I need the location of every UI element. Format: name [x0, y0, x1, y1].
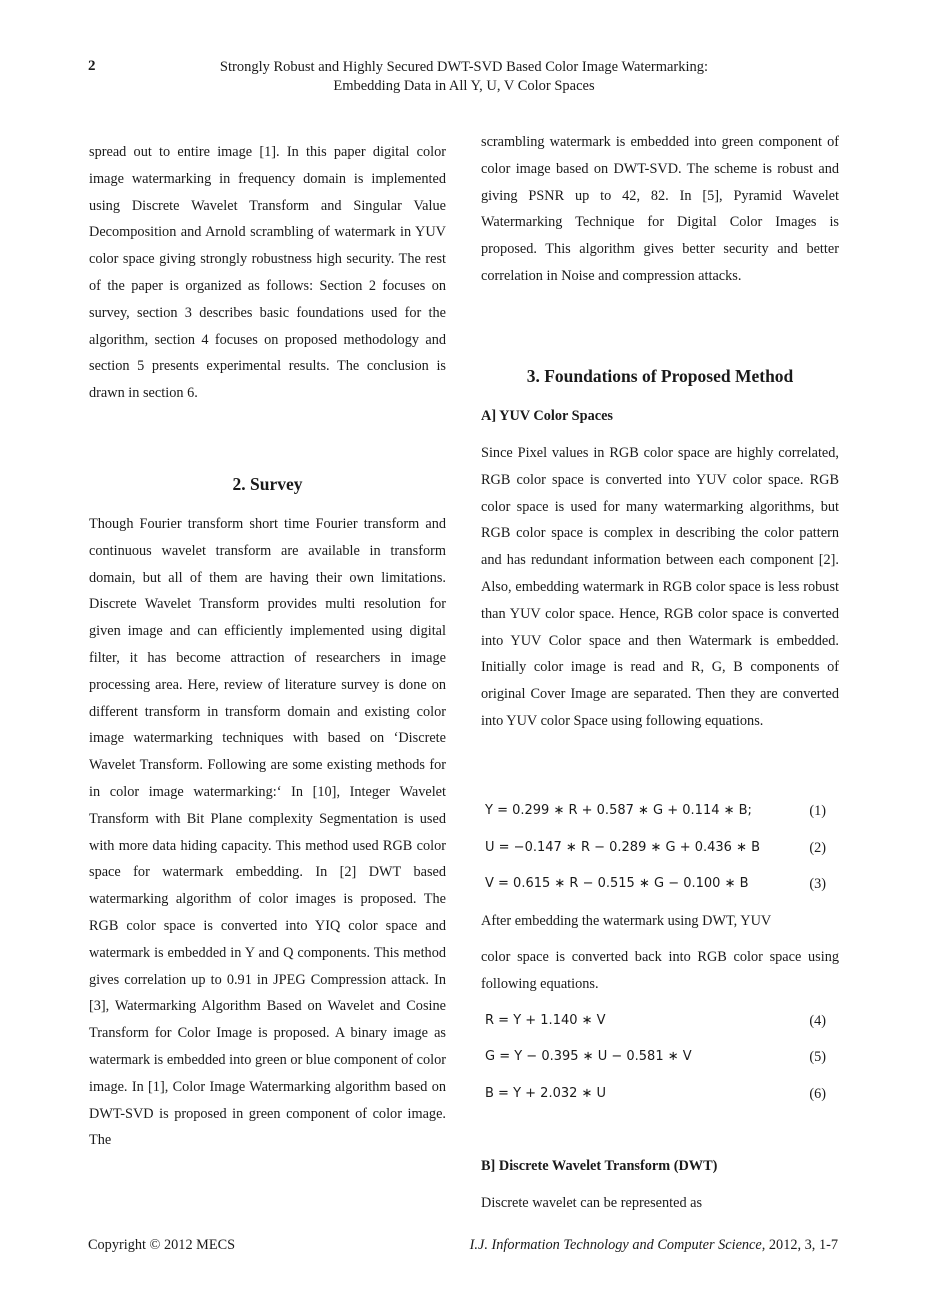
continuation-paragraph: scrambling watermark is embedded into green component of color image based on DWT-SVD. The scheme is robust and giving PSNR up to 42, 82. In [5], Pyramid Wavelet Watermarking Technique for Digital Color Images is proposed. This algorithm gives better security and better correlation in Noise and compression attacks.	[481, 134, 839, 284]
footer-volume: 2012, 3, 1-7	[765, 1237, 838, 1253]
equation-1	[481, 801, 826, 821]
equation-6-expression: B = Y + 2.032 ∗ U	[485, 1086, 607, 1101]
footer-citation	[470, 1237, 838, 1254]
yuv-paragraph: Since Pixel values in RGB color space are highly correlated, RGB color space is converted into YUV color space. RGB color space is used for many watermarking algorithms, but RGB color space is complex in describing the color pattern and has redundant information between each component [2]. Also, embedding watermark in RGB color space is less robust than YUV color space. Hence, RGB color space is converted into YUV Color space and then Watermark is embedded. Initially color image is read and R, G, B components of original Cover Image are separated. Then they are converted into YUV color Space using following equations.	[481, 445, 839, 729]
running-header	[150, 58, 778, 96]
equation-3	[481, 874, 826, 894]
dwt-subheading: B] Discrete Wavelet Transform (DWT)	[481, 1158, 718, 1174]
after-embedding-line: After embedding the watermark using DWT, YUV	[481, 913, 772, 929]
equation-2	[481, 838, 826, 858]
equation-3-number: (3)	[809, 876, 826, 892]
survey-paragraph: Though Fourier transform short time Fourier transform and continuous wavelet transform are available in transform domain, but all of them are having their own limitations. Discrete Wavelet Transform provides multi resolution for given image and can efficiently implemented using digital filter, it has become attraction of researchers in image processing area. Here, review of literature survey is done on different transform in transform domain and existing color image watermarking techniques with based on ‘Discrete Wavelet Transform. Following are some existing methods for in color image watermarking:‘ In [10], Integer Wavelet Transform with Bit Plane complexity Segmentation is used with more data hiding capacity. This method used RGB color space for watermark embedding. In [2] DWT based watermarking algorithm of color images is proposed. The RGB color space is converted into YIQ color space and watermark is embedded in Y and Q components. This method gives correlation up to 0.91 in JPEG Compression attack. In [3], Watermarking Algorithm Based on Wavelet and Cosine Transform for Color Image is proposed. A binary image as watermark is embedded into green or blue component of color image. In [1], Color Image Watermarking algorithm based on DWT-SVD is proposed in green component of color image. The	[89, 516, 446, 1149]
equation-5	[481, 1047, 826, 1067]
equation-5-number: (5)	[809, 1049, 826, 1065]
page-number: 2	[88, 58, 96, 74]
equation-1-expression: Y = 0.299 ∗ R + 0.587 ∗ G + 0.114 ∗ B;	[485, 803, 752, 818]
yuv-subheading: A] YUV Color Spaces	[481, 408, 613, 424]
equation-6-number: (6)	[809, 1086, 826, 1102]
equation-3-expression: V = 0.615 ∗ R − 0.515 ∗ G − 0.100 ∗ B	[485, 876, 749, 891]
equation-2-number: (2)	[809, 840, 826, 856]
running-header-line1: Strongly Robust and Highly Secured DWT-SVD Based Color Image Watermarking:	[219, 59, 709, 75]
equation-2-expression: U = −0.147 ∗ R − 0.289 ∗ G + 0.436 ∗ B	[485, 840, 761, 855]
dwt-paragraph: Discrete wavelet can be represented as	[481, 1195, 703, 1211]
convert-back-paragraph: color space is converted back into RGB color space using following equations.	[481, 949, 839, 992]
foundations-heading: 3. Foundations of Proposed Method	[526, 366, 794, 386]
intro-paragraph: spread out to entire image [1]. In this paper digital color image watermarking in frequency domain is implemented using Discrete Wavelet Transform and Singular Value Decomposition and Arnold scrambling of watermark in YUV color space giving strongly robustness high security. The rest of the paper is organized as follows: Section 2 focuses on survey, section 3 describes basic foundations used for the algorithm, section 4 focuses on proposed methodology and section 5 presents experimental results. The conclusion is drawn in section 6.	[89, 144, 446, 402]
survey-heading: 2. Survey	[232, 474, 303, 494]
equation-5-expression: G = Y − 0.395 ∗ U − 0.581 ∗ V	[485, 1049, 692, 1064]
running-header-line2: Embedding Data in All Y, U, V Color Spaces	[333, 78, 595, 94]
equation-4-expression: R = Y + 1.140 ∗ V	[485, 1013, 606, 1028]
equation-4-number: (4)	[809, 1013, 826, 1029]
equation-1-number: (1)	[809, 803, 826, 819]
footer-copyright: Copyright © 2012 MECS	[88, 1237, 236, 1253]
equation-6	[481, 1084, 826, 1104]
equation-4	[481, 1011, 826, 1031]
footer-journal-name: I.J. Information Technology and Computer Science,	[469, 1237, 766, 1253]
